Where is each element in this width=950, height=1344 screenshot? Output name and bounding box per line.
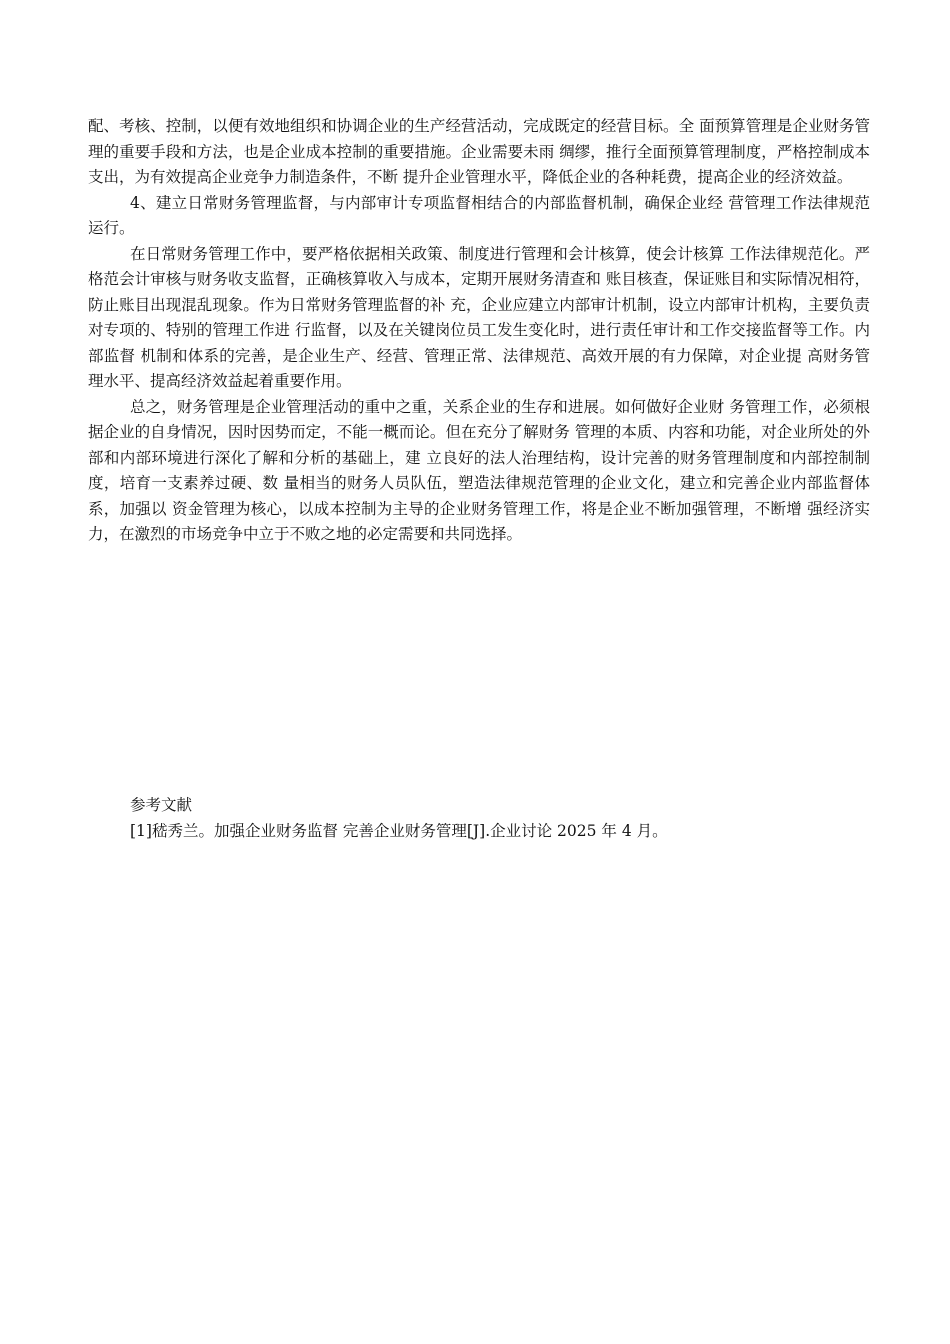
body-paragraph-1: 配、考核、控制，以便有效地组织和协调企业的生产经营活动，完成既定的经营目标。全 面预算管理是企业财务管理的重要手段和方法，也是企业成本控制的重要措施。企业需要未雨 绸缪，推行全面预算管理制度，严格控制成本支出，为有效提高企业竞争力制造条件，不断 提升企业管理水平，降低企业的各种耗费，提高企业的经济效益。 — [88, 117, 870, 186]
document-body — [88, 114, 870, 548]
references-section — [130, 793, 870, 844]
body-paragraph-4: 总之，财务管理是企业管理活动的重中之重，关系企业的生存和进展。如何做好企业财 务管理工作，必须根据企业的自身情况，因时因势而定，不能一概而论。但在充分了解财务 管理的本质、内容和功能，对企业所处的外部和内部环境进行深化了解和分析的基础上，建 立良好的法人治理结构，设计完善的财务管理制度和内部控制制度，培育一支素养过硬、数 量相当的财务人员队伍，塑造法律规范管理的企业文化，建立和完善企业内部监督体系，加强以 资金管理为核心，以成本控制为主导的企业财务管理工作，将是企业不断加强管理，不断增 强经济实力，在激烈的市场竞争中立于不败之地的必定需要和共同选择。 — [88, 397, 870, 543]
reference-item: [1]嵇秀兰。加强企业财务监督 完善企业财务管理[J].企业讨论 2025 年 4 月。 — [130, 821, 668, 840]
references-title: 参考文献 — [130, 796, 193, 814]
body-paragraph-2: 4、建立日常财务管理监督，与内部审计专项监督相结合的内部监督机制，确保企业经 营管理工作法律规范运行。 — [88, 193, 870, 237]
body-paragraph-3: 在日常财务管理工作中，要严格依据相关政策、制度进行管理和会计核算，使会计核算 工作法律规范化。严格范会计审核与财务收支监督，正确核算收入与成本，定期开展财务清查和 账目核查，保证账目和实际情况相符，防止账目出现混乱现象。作为日常财务管理监督的补 充，企业应建立内部审计机制，设立内部审计机构，主要负责对专项的、特别的管理工作进 行监督，以及在关键岗位员工发生变化时，进行责任审计和工作交接监督等工作。内部监督 机制和体系的完善，是企业生产、经营、管理正常、法律规范、高效开展的有力保障，对企业提 高财务管理水平、提高经济效益起着重要作用。 — [88, 244, 870, 390]
